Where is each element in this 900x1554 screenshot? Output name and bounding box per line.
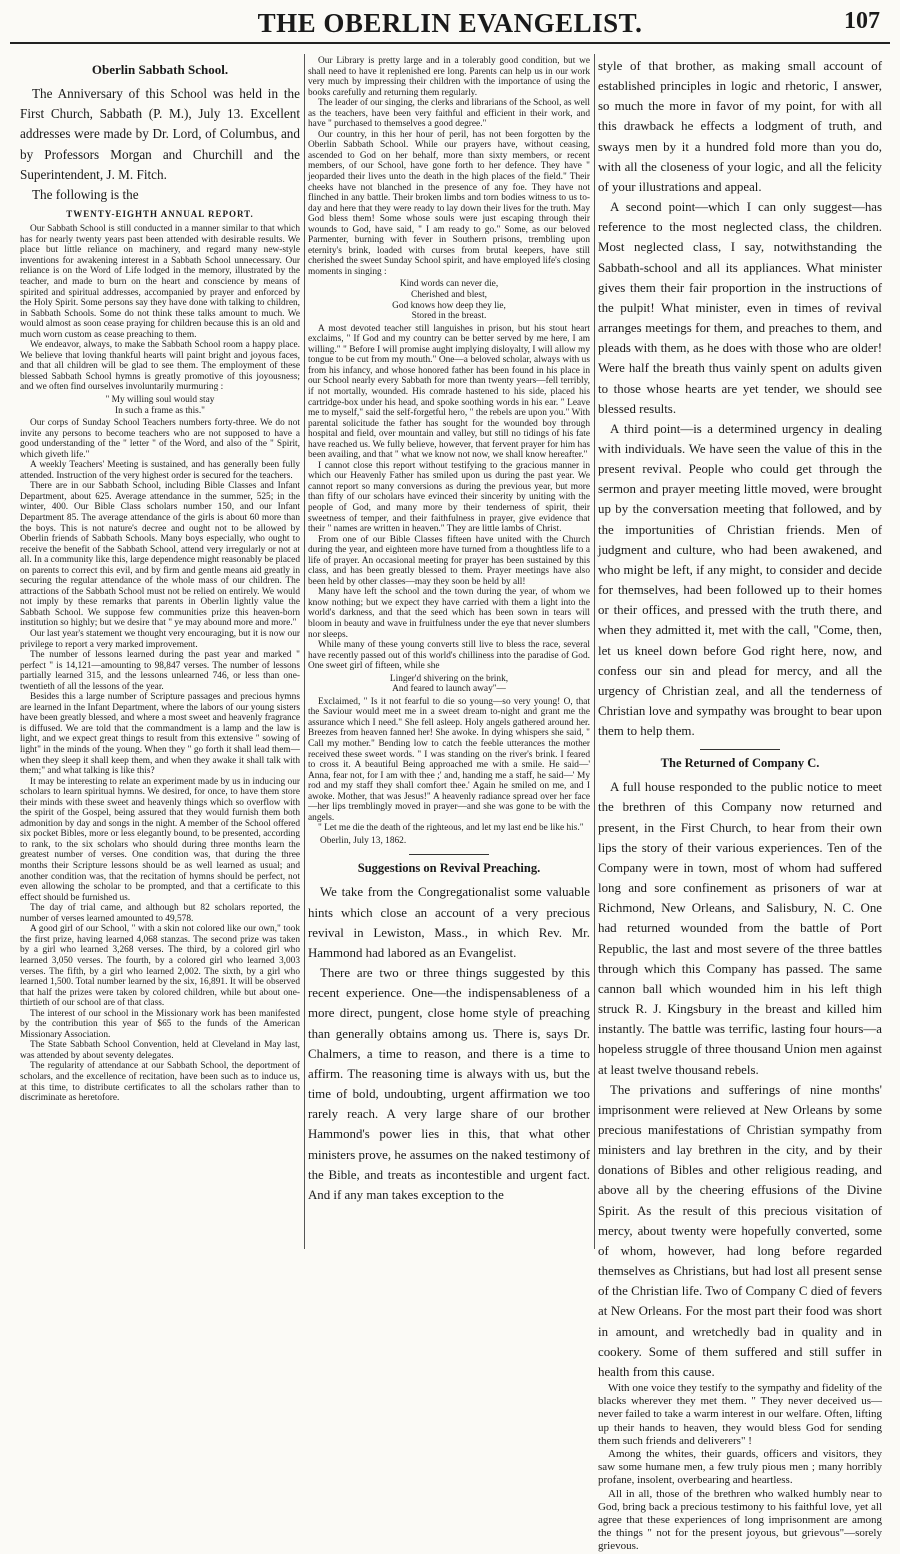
verse-line: Cherished and blest,	[410, 290, 488, 301]
verse-line: Kind words can never die,	[399, 279, 499, 290]
paragraph: Exclaimed, " Is it not fearful to die so young—so very young! O, that the Saviour would meet me in a sweet dream to-night and grant me the assurance which I need." She fell asleep. Holy angels gathered around her. Breezes from heaven fanned her! She awoke. In dying whispers she said, " Call my mother." Bending low to catch the feeble utterances the mother received these sweet words. " I was standing on the river's brink. I feared to cross it. A beautiful Being approached me with a smile. He said—' Anna, fear not, for I am with thee ;' and, handing me a staff, he said—' My rod and my staff they shall comfort thee.' Again he smiled on me, and I awoke. Mother, that was Jesus!" A heavenly radiance spread over her face—her lips tremblingly moved in prayer—and she was gone to be with the angels.	[308, 696, 590, 823]
column-divider	[594, 54, 595, 1249]
paragraph: Besides this a large number of Scripture passages and precious hymns are learned in the Infant Department, where the labors of our young sisters have been greatly blessed, and where a most sweet and heavenly fragrance is diffused. We are told that the commandment is a lamp and the law is light, and we expect great things to result from this extensive " sowing of light" in the minds of the young. When they " go forth it shall lead them—when they sleep it shall keep them, and when they awake it shall talk with them;" and what talking is like this?	[20, 692, 300, 777]
section-divider	[409, 854, 489, 855]
article-heading: Oberlin Sabbath School.	[91, 62, 229, 77]
verse	[308, 279, 590, 321]
article-lead: The following is the	[32, 187, 139, 203]
paragraph: A most devoted teacher still languishes in prison, but his stout heart exclaims, " If God and my country can be better served by me here, I am willing." " Before I will promise aught implying disloyalty, I will allow my tongue to be cut from my mouth." One—a beloved scholar, always with us from his infancy, and whose honored father has been found in his place in our School nearly every Sabbath for more than twenty years—fell terribly, if not mortally, wounded. His comrade hastened to his side, placed his cartridge-box under his head, and spoke soothing words in his ear. " Leave me to myself," said the self-forgetful hero, " the rebels are upon you." With parental solicitude the father has sought for the wounded boy through hospital and field, over mountain and valley, but still no tidings of his fate have reached us. We fully believe, however, that fervent prayer for him has been availing, and that " what we know not now, we shall know hereafter."	[308, 323, 590, 461]
paragraph: Our Sabbath School is still conducted in a manner similar to that which has for nearly twenty years past been attended with desirable results. We place but little reliance on machinery, and regard many new-style inventions for awakening interest in a Sabbath School unnecessary. Our reliance is on the Word of Life lodged in the memory, illustrated by the teacher, and made to burn on the heart and conscience by means of spirited and spiritual addresses, accompanied by prayer and enforced by the Holy Spirit. Some persons say they have done with talking to children, in Sabbath Schools. Some do not think these talks amount to much. We would almost as soon cease praying for children because this is an old and much worn custom as cease preaching to them.	[20, 224, 300, 340]
paragraph: A third point—is a determined urgency in dealing with individuals. We have seen the value of this in the present revival. People who could get through the sermon and prayer meeting little moved, were brought up by the conversation meeting that followed, and by the importunities of Christian friends. Men of judgment and culture, who had been awakened, and who might be left, if any might, to consider and decide for themselves, had been followed up to their homes or their offices, and pressed with the truth there, and when they admitted it, met with the call, "Come, then, let us kneel down before God right here, now, and confess our sin and plead for mercy, and all the urgency of Christian zeal, and all the tenderness of Christian love and sympathy was brought to bear upon them to help them.	[598, 421, 882, 739]
masthead-rule	[10, 42, 890, 44]
paragraph: Our Library is pretty large and in a tolerably good condition, but we shall need to have it replenished ere long. Parents can help us in our work very much by impressing their children with the importance of using the books carefully and returning them regularly.	[308, 56, 590, 98]
page-number: 107	[844, 8, 880, 34]
report-title: TWENTY-EIGHTH ANNUAL REPORT.	[66, 209, 254, 220]
paragraph: Our country, in this her hour of peril, has not been forgotten by the Oberlin Sabbath School. While our prayers have, without ceasing, ascended to God on her behalf, more than sixty members, or recent members, of our School, have gone forth to her defence. They have " jeoparded their lives unto the death in the high places of the field." Their cheeks have not blanched in the presence of any foe. They have not flinched in any battle. Their broken limbs and torn bodies witness to us to-day and here that they were ready to lay down their lives for the truth. May God bless them! Some whose souls were just escaping through their wounds to God, have said, " I am ready to go." Some, as our beloved Parmenter, burning with fever in Southern prisons, trembling upon eternity's brink, loaded with curses from brutal keepers, have still cherished the sweet Sunday School spirit, and have employed life's closing moments in singing :	[308, 129, 590, 277]
paragraph: Many have left the school and the town during the year, of whom we know nothing; but we expect they have carried with them a light into the world's darkness, and that the seed which has been sown in tears will bloom in beauty and wave in fruitfulness under the eye that never slumbers nor sleeps.	[308, 587, 590, 640]
article-lead: The Anniversary of this School was held in the First Church, Sabbath (P. M.), July 13. Excellent addresses were made by Dr. Lord, of Columbus, and by Professors Morgan and Churchill and the Superintendent, J. M. Fitch.	[20, 86, 300, 182]
dateline: Oberlin, July 13, 1862.	[320, 835, 407, 846]
column-2	[308, 56, 590, 1248]
verse-line: God knows how deep they lie,	[392, 300, 506, 311]
column-3	[598, 56, 882, 1553]
paragraph: There are in our Sabbath School, including Bible Classes and Infant Department, about 625. Average attendance in the summer, 525; in the winter, 400. Our Bible Class scholars number 150, and our Infant Department 85. The average attendance of the girls is about 60 more than the boys. This is not nature's decree and ought not to be allowed by Oberlin friends of Sabbath Schools. Many boys especially, who ought to receive the benefit of the Sabbath School, attend very irregularly or not at all. In a community like this, large dependence might reasonably be placed on parents to correct this evil, and by firm and gentle means aid greatly in securing the regular attendance of the whole mass of our children. The attractions of the Sabbath School must not be relied on entirely. We would not imply by these remarks that parents in Oberlin lightly value the Sabbath School. We suppose few communities prize this heaven-born institution so highly; but we desire that " ye may abound more and more."	[20, 481, 300, 629]
verse-line: In such a frame as this."	[115, 405, 205, 416]
paragraph: With one voice they testify to the sympathy and fidelity of the blacks wherever they met them. " They never deceived us—never failed to take a warm interest in our welfare. Often, lifting up their hands to heaven, they would bless God for sending them such friends and deliverers" !	[598, 1382, 882, 1447]
paragraph: The regularity of attendance at our Sabbath School, the deportment of scholars, and the excellence of recitation, have been such as to induce us, at this time, to distribute certificates to all the scholars rather than to discriminate as heretofore.	[20, 1061, 300, 1104]
paragraph: Among the whites, their guards, officers and visitors, they saw some humane men, a few truly pious men ; many horribly profane, insolent, overbearing and heartless.	[598, 1448, 882, 1487]
paragraph: We endeavor, always, to make the Sabbath School room a happy place. We believe that loving thankful hearts will paint bright and joyous faces, and that all children will be glad to see them. The employment of these blessed Sabbath School hymns is greatly promotive of this joyousness; and we often find ourselves involuntarily murmuring :	[20, 340, 300, 393]
section-divider	[700, 749, 780, 750]
column-1	[20, 56, 300, 1248]
paragraph: The day of trial came, and although but 82 scholars reported, the number of verses learned amounted to 49,578.	[20, 903, 300, 924]
verse-line: " My willing soul would stay	[105, 394, 215, 405]
paragraph: We take from the Congregationalist some valuable hints which close an account of a very precious revival in Lewiston, Mass., in which Rev. Mr. Hammond had labored as an Evangelist.	[308, 885, 590, 960]
verse-line: Linger'd shivering on the brink,	[389, 673, 509, 684]
paragraph: The number of lessons learned during the past year and marked " perfect " is 14,121—amounting to 98,847 verses. The number of lessons partially learned 315, and the lessons unlearned 746, or less than one-twentieth of all the lessons of the year.	[20, 650, 300, 692]
paragraph: From one of our Bible Classes fifteen have united with the Church during the year, and eighteen more have turned from a thoughtless life to a life of prayer. An occasional meeting for prayer has been sustained by this class, and has been greatly blessed to them. Prayer meetings have also been held by other classes—may they soon be held by all!	[308, 534, 590, 587]
paragraph: A second point—which I can only suggest—has reference to the most neglected class, the children. Most neglected class, I say, notwithstanding the Sabbath-school and all its appliances. What minister gives them their fair proportion in the instructions of the pulpit! What minister, even in times of revival arranges meetings for them, and preaches to them, and pleads with them, as he does with those who are older! Were half the breath thus vainly spent on adults given to those whose hearts are yet tender, we should see blessed results.	[598, 200, 882, 416]
paragraph: There are two or three things suggested by this recent experience. One—the indispensableness of a more direct, pungent, close home style of preaching than generally obtains among us. There is, says Dr. Chalmers, a time to reason, and there is a time to affirm. The reasoning time is always with us, but the time of bold, undoubting, urgent affirmation we too rarely reach. A very large share of our brother Hammond's power lies in this, that what other ministers prove, he assumes on the naked testimony of the Bible, and treats as incontestible and urgent fact. And if any man takes exception to the	[308, 966, 590, 1202]
paragraph: The leader of our singing, the clerks and librarians of the School, as well as the teachers, have been very faithful and efficient in their work, and have " purchased to themselves a good degree."	[308, 98, 590, 130]
verse-line: Stored in the breast.	[411, 311, 487, 322]
verse	[308, 674, 590, 695]
paragraph: A full house responded to the public notice to meet the brethren of this Company now returned and present, in the First Church, to hear from their own lips the story of their various experiences. Ten of the Company were in town, most of whom had suffered long and sore confinement as prisoners of war at Richmond, New Orleans, and Salisbury, N. C. One had returned wounded from the battle of Port Republic, the last and most severe of the three battles through which this Company has passed. The same cannon ball which wounded him in his left thigh struck R. J. Kingsbury in the breast and killed him instantly. The battle was terrific, lasting four hours—a hopeless struggle of three thousand Union men against at least twelve thousand rebels.	[598, 780, 882, 1077]
paragraph: The privations and sufferings of nine months' imprisonment were relieved at New Orleans by some precious manifestations of Christian sympathy from ministers and lay brethren in the city, and by their donations of Bibles and other religious reading, and above all by the cheering effusions of the Divine Spirit. As the result of this precious visitation of mercy, about twenty were hopefully converted, some of whom, however, had long before regarded themselves as Christians, but had lost all present sense of the Christian life. Two of Company C died of fevers at New Orleans. For the most part their food was short in amount, and wretchedly bad in quality and in cookery. Some of them suffered and still suffer in health from this cause.	[598, 1082, 882, 1379]
paragraph: A good girl of our School, " with a skin not colored like our own," took the first prize, having learned 4,068 stanzas. The second prize was taken by a girl who learned 3,268 verses. The third, by a colored girl who learned 3,050 verses. The fourth, by a colored girl who learned 3,003 verses. The fifth, by a girl who learned 2,002. The sixth, by a girl who learned 1,500. Total number learned by the six, 16,891. It will be observed that half the prizes were taken by colored children, while but about one-thirtieth of our school are of that class.	[20, 924, 300, 1009]
article-heading: Suggestions on Revival Preaching.	[357, 861, 541, 876]
paragraph: I cannot close this report without testifying to the gracious manner in which our Heavenly Father has smiled upon us during the past year. We cannot report so many conversions as during the previous year, but more than fifty of our scholars have evinced their sincerity by uniting with the people of God, and many more by their tenderness of spirit, their sweetness of temper, and their faithfulness in prayer, give evidence that their " names are written in heaven." They are little lambs of Christ.	[308, 460, 590, 535]
article-heading: The Returned of Company C.	[660, 756, 820, 771]
paragraph: The interest of our school in the Missionary work has been manifested by the contribution this year of $65 to the funds of the American Missionary Association.	[20, 1008, 300, 1040]
masthead	[0, 0, 900, 36]
verse-line: And feared to launch away"—	[392, 684, 506, 695]
paragraph: While many of these young converts still live to bless the race, several have recently passed out of this world's chilliness into the paradise of God. One sweet girl of fifteen, while she	[308, 640, 590, 672]
paragraph: All in all, those of the brethren who walked humbly near to God, bring back a precious testimony to his faithful love, yet all agree that these experiences of long imprisonment are among the things " not for the present joyous, but grievous"—sorely grievous.	[598, 1487, 882, 1553]
paragraph: It may be interesting to relate an experiment made by us in inducing our scholars to learn spiritual hymns. We desired, for once, to have them store their minds with these sweet and heavenly things which so overflow with the spirit of the Gospel, being assured that they would furnish them both admonition by day and songs in the night. A member of the School offered six pocket Bibles, more or less elegantly bound, to be presented, according to rank, to the six scholars who should during three months learn the greatest number of verses. One condition was, that during the three months their Scripture lessons should be as well learned as usual; and another condition was, that the recitation of hymns should be perfect, not even allowing the scholar to be prompted, and that a certificate to this effect should be furnished us.	[20, 776, 300, 903]
paragraph: Our last year's statement we thought very encouraging, but it is now our privilege to report a very marked improvement.	[20, 629, 300, 650]
verse	[20, 395, 300, 416]
paragraph: A weekly Teachers' Meeting is sustained, and has generally been fully attended. Instruction of the very highest order is secured for the teachers.	[20, 460, 300, 481]
paragraph: " Let me die the death of the righteous, and let my last end be like his."	[318, 823, 584, 834]
paragraph: style of that brother, as making small account of established principles in logic and rhetoric, I answer, so much the more in favor of my point, for with all this drawback he effects a lodgment of truth, and sways men by it a hundred fold more than you do, with all the closeness of your logic, and all the felicity of your illustrations and appeal.	[598, 59, 882, 194]
newspaper-title: THE OBERLIN EVANGELIST.	[257, 8, 643, 38]
column-divider	[304, 54, 305, 1249]
paragraph: The State Sabbath School Convention, held at Cleveland in May last, was attended by about seventy delegates.	[20, 1040, 300, 1061]
paragraph: Our corps of Sunday School Teachers numbers forty-three. We do not invite any persons to become teachers who are not supposed to have a good understanding of the " letter " of the Word, and also of the " Spirit, which giveth life."	[20, 418, 300, 460]
